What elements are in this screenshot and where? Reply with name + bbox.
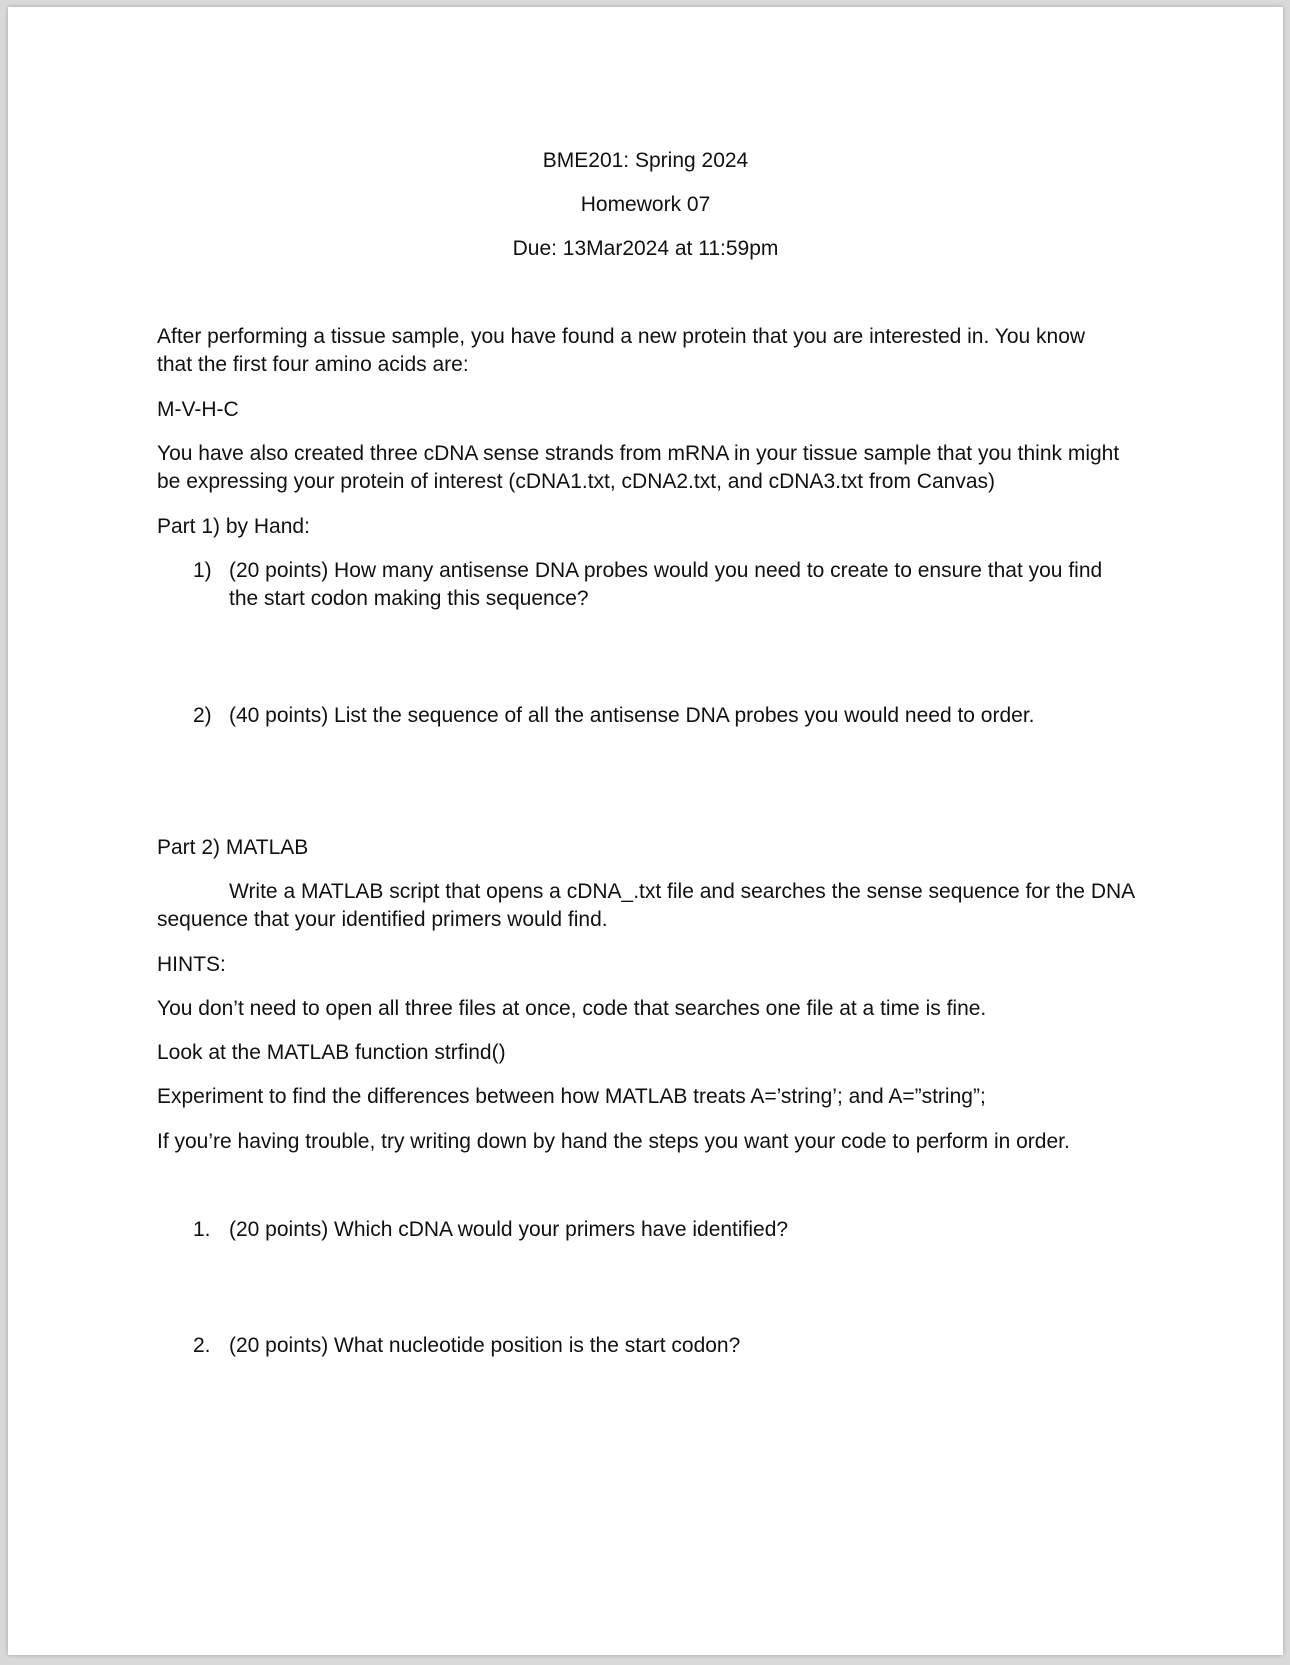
part1-title: Part 1) by Hand: — [157, 515, 310, 538]
amino-acid-sequence: M-V-H-C — [157, 398, 239, 421]
cdna-line-1: You have also created three cDNA sense strands from mRNA in your tissue sample that you think might — [157, 442, 1120, 465]
course-title: BME201: Spring 2024 — [542, 149, 749, 172]
assignment-title: Homework 07 — [580, 193, 711, 216]
hint-item: Look at the MATLAB function strfind() — [157, 1041, 506, 1064]
question-text-line-1: (20 points) How many antisense DNA probes would you need to create to ensure that you find — [229, 559, 1103, 582]
cdna-line-2: be expressing your protein of interest (cDNA1.txt, cDNA2.txt, and cDNA3.txt from Canvas) — [157, 470, 995, 493]
question-number: 2) — [193, 704, 212, 727]
hint-item: If you’re having trouble, try writing down by hand the steps you want your code to perform in order. — [157, 1130, 1070, 1153]
question-number: 2. — [193, 1334, 211, 1357]
intro-line-1: After performing a tissue sample, you have found a new protein that you are interested in. You know — [157, 325, 1086, 348]
due-date: Due: 13Mar2024 at 11:59pm — [512, 237, 779, 260]
hint-item: You don’t need to open all three files at once, code that searches one file at a time is fine. — [157, 997, 987, 1020]
hint-item: Experiment to find the differences between how MATLAB treats A=’string’; and A=”string”; — [157, 1085, 986, 1108]
part2-desc-line-1: Write a MATLAB script that opens a cDNA_.txt file and searches the sense sequence for the DNA — [229, 880, 1136, 903]
document-page — [8, 7, 1283, 1655]
question-text: (20 points) Which cDNA would your primers have identified? — [229, 1218, 789, 1241]
intro-line-2: that the first four amino acids are: — [157, 353, 469, 376]
question-text-line-2: the start codon making this sequence? — [229, 587, 589, 610]
part2-title: Part 2) MATLAB — [157, 836, 309, 859]
part2-desc-line-2: sequence that your identified primers would find. — [157, 908, 608, 931]
question-number: 1. — [193, 1218, 211, 1241]
question-number: 1) — [193, 559, 212, 582]
question-text: (20 points) What nucleotide position is the start codon? — [229, 1334, 741, 1357]
hints-title: HINTS: — [157, 953, 226, 976]
question-text-line-1: (40 points) List the sequence of all the antisense DNA probes you would need to order. — [229, 704, 1035, 727]
